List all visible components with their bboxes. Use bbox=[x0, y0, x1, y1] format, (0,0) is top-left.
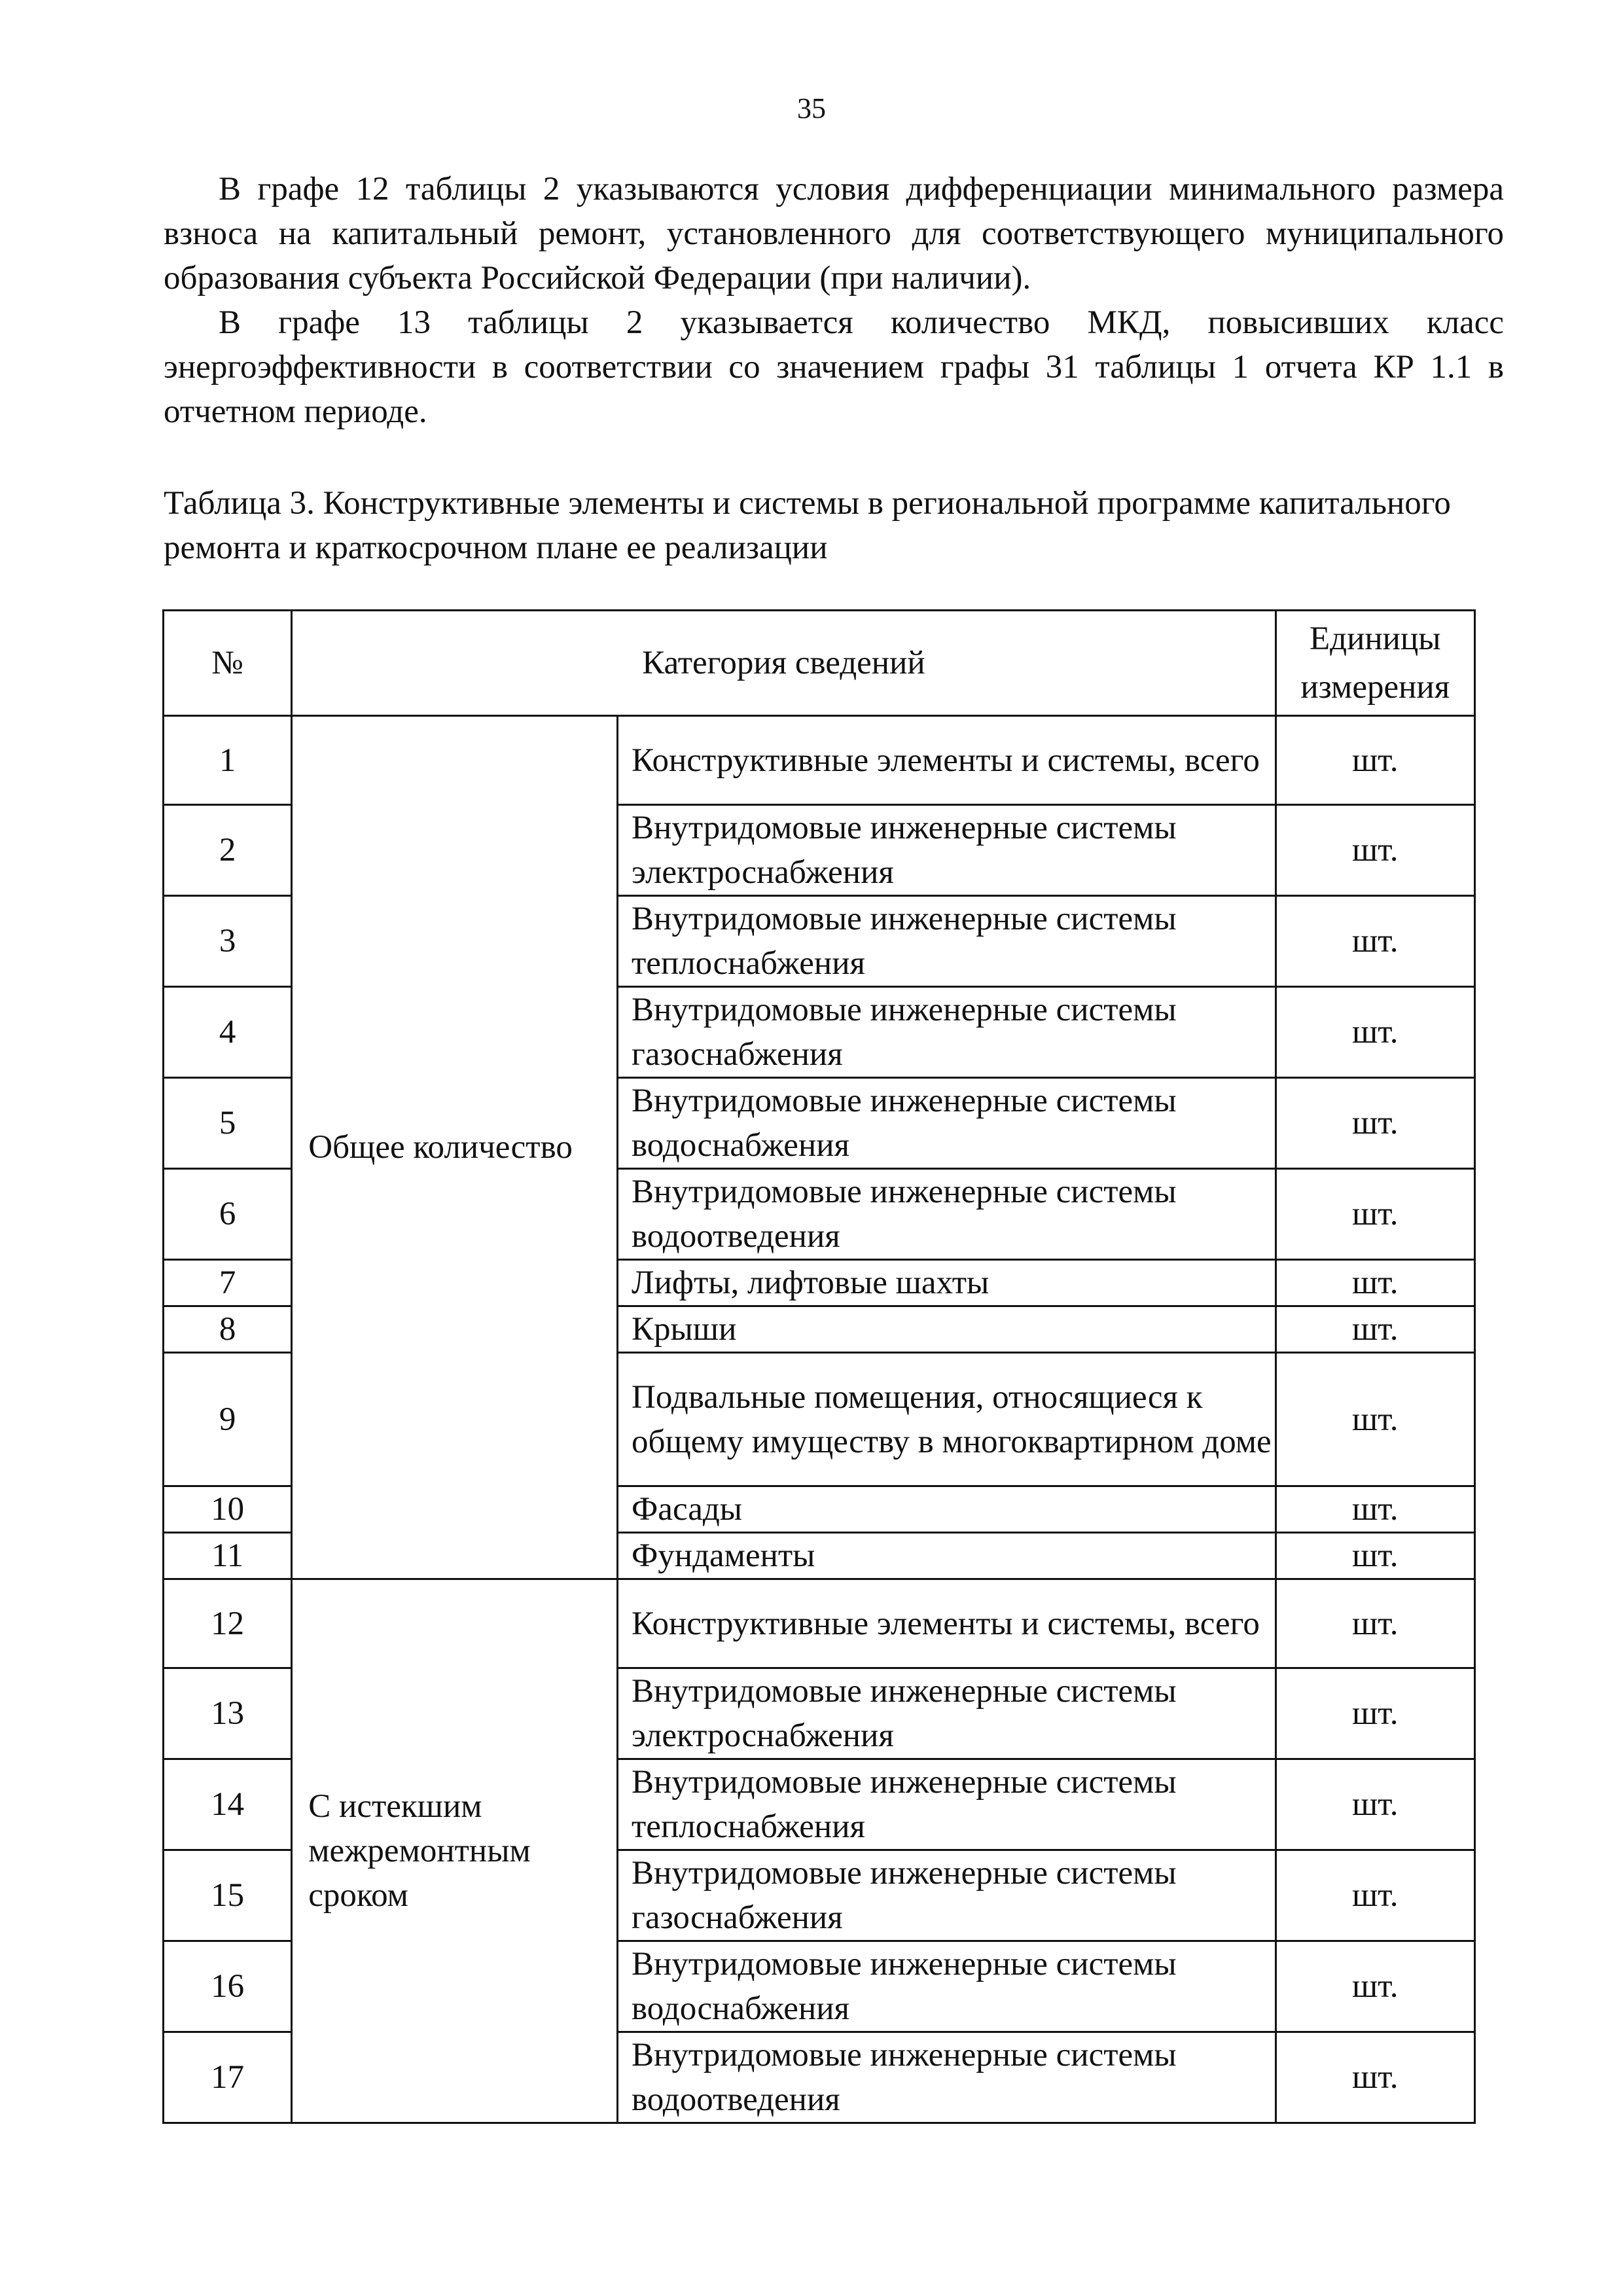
row-unit: шт. bbox=[1275, 1533, 1474, 1579]
row-num: 11 bbox=[164, 1533, 292, 1579]
row-item: Внутридомовые инженерные системы газоснабжения bbox=[618, 987, 1276, 1078]
row-num: 5 bbox=[164, 1078, 292, 1169]
row-unit: шт. bbox=[1275, 1306, 1474, 1353]
row-num: 2 bbox=[164, 805, 292, 896]
row-num: 12 bbox=[164, 1579, 292, 1668]
page-number: 35 bbox=[797, 92, 826, 124]
table-header-row bbox=[164, 611, 1475, 716]
row-unit: шт. bbox=[1275, 1579, 1474, 1668]
row-unit: шт. bbox=[1275, 1353, 1474, 1486]
header-unit bbox=[1275, 611, 1474, 716]
row-unit: шт. bbox=[1275, 1941, 1474, 2032]
header-category-label: Категория сведений bbox=[642, 645, 925, 681]
row-unit: шт. bbox=[1275, 2032, 1474, 2123]
row-unit: шт. bbox=[1275, 805, 1474, 896]
row-unit: шт. bbox=[1275, 1668, 1474, 1759]
header-unit-line1: Единицы bbox=[1309, 620, 1441, 657]
header-num: № bbox=[164, 611, 292, 716]
row-item: Крыши bbox=[618, 1306, 1276, 1353]
row-item: Внутридомовые инженерные системы водоотведения bbox=[618, 2032, 1276, 2123]
table-caption: Таблица 3. Конструктивные элементы и системы в региональной программе капитального ремонта и краткосрочном плане ее реализации bbox=[164, 485, 1451, 566]
row-item: Внутридомовые инженерные системы водоснабжения bbox=[618, 1941, 1276, 2032]
row-num: 8 bbox=[164, 1306, 292, 1353]
row-item: Внутридомовые инженерные системы электроснабжения bbox=[618, 805, 1276, 896]
table-3 bbox=[162, 609, 1476, 2124]
row-num: 16 bbox=[164, 1941, 292, 2032]
paragraph-grafa-12: В графе 12 таблицы 2 указываются условия дифференциации минимального размера взноса на капитальный ремонт, установленного для соответствующего муниципального образования субъекта Российской Федерации (при наличии). bbox=[164, 171, 1504, 296]
row-unit: шт. bbox=[1275, 896, 1474, 987]
row-unit: шт. bbox=[1275, 1260, 1474, 1306]
row-item: Внутридомовые инженерные системы водоотведения bbox=[618, 1169, 1276, 1260]
row-unit: шт. bbox=[1275, 1850, 1474, 1941]
row-unit: шт. bbox=[1275, 1759, 1474, 1850]
table-row bbox=[164, 716, 1475, 805]
row-num: 14 bbox=[164, 1759, 292, 1850]
row-item: Подвальные помещения, относящиеся к общему имуществу в многоквартирном доме bbox=[618, 1353, 1276, 1486]
row-num: 10 bbox=[164, 1486, 292, 1533]
row-item: Фундаменты bbox=[618, 1533, 1276, 1579]
header-category bbox=[292, 611, 1275, 716]
row-item: Внутридомовые инженерные системы газоснабжения bbox=[618, 1850, 1276, 1941]
row-item: Внутридомовые инженерные системы теплоснабжения bbox=[618, 1759, 1276, 1850]
row-num: 17 bbox=[164, 2032, 292, 2123]
group-label-total: Общее количество bbox=[292, 716, 618, 1579]
row-num: 13 bbox=[164, 1668, 292, 1759]
row-num: 7 bbox=[164, 1260, 292, 1306]
row-item: Фасады bbox=[618, 1486, 1276, 1533]
group-label-expired: С истекшим межремонтным сроком bbox=[292, 1579, 618, 2123]
row-num: 4 bbox=[164, 987, 292, 1078]
row-unit: шт. bbox=[1275, 987, 1474, 1078]
row-item: Лифты, лифтовые шахты bbox=[618, 1260, 1276, 1306]
row-unit: шт. bbox=[1275, 1486, 1474, 1533]
row-num: 6 bbox=[164, 1169, 292, 1260]
row-num: 9 bbox=[164, 1353, 292, 1486]
row-unit: шт. bbox=[1275, 1169, 1474, 1260]
row-item: Конструктивные элементы и системы, всего bbox=[618, 1579, 1276, 1668]
row-unit: шт. bbox=[1275, 716, 1474, 805]
row-item: Внутридомовые инженерные системы электроснабжения bbox=[618, 1668, 1276, 1759]
row-num: 1 bbox=[164, 716, 292, 805]
row-unit: шт. bbox=[1275, 1078, 1474, 1169]
paragraph-grafa-13: В графе 13 таблицы 2 указывается количество МКД, повысивших класс энергоэффективности в соответствии со значением графы 31 таблицы 1 отчета КР 1.1 в отчетном периоде. bbox=[164, 304, 1504, 430]
header-unit-line2: измерения bbox=[1300, 669, 1450, 706]
row-item: Внутридомовые инженерные системы водоснабжения bbox=[618, 1078, 1276, 1169]
row-item: Конструктивные элементы и системы, всего bbox=[618, 716, 1276, 805]
row-item: Внутридомовые инженерные системы теплоснабжения bbox=[618, 896, 1276, 987]
table-row bbox=[164, 1579, 1475, 1668]
row-num: 3 bbox=[164, 896, 292, 987]
row-num: 15 bbox=[164, 1850, 292, 1941]
